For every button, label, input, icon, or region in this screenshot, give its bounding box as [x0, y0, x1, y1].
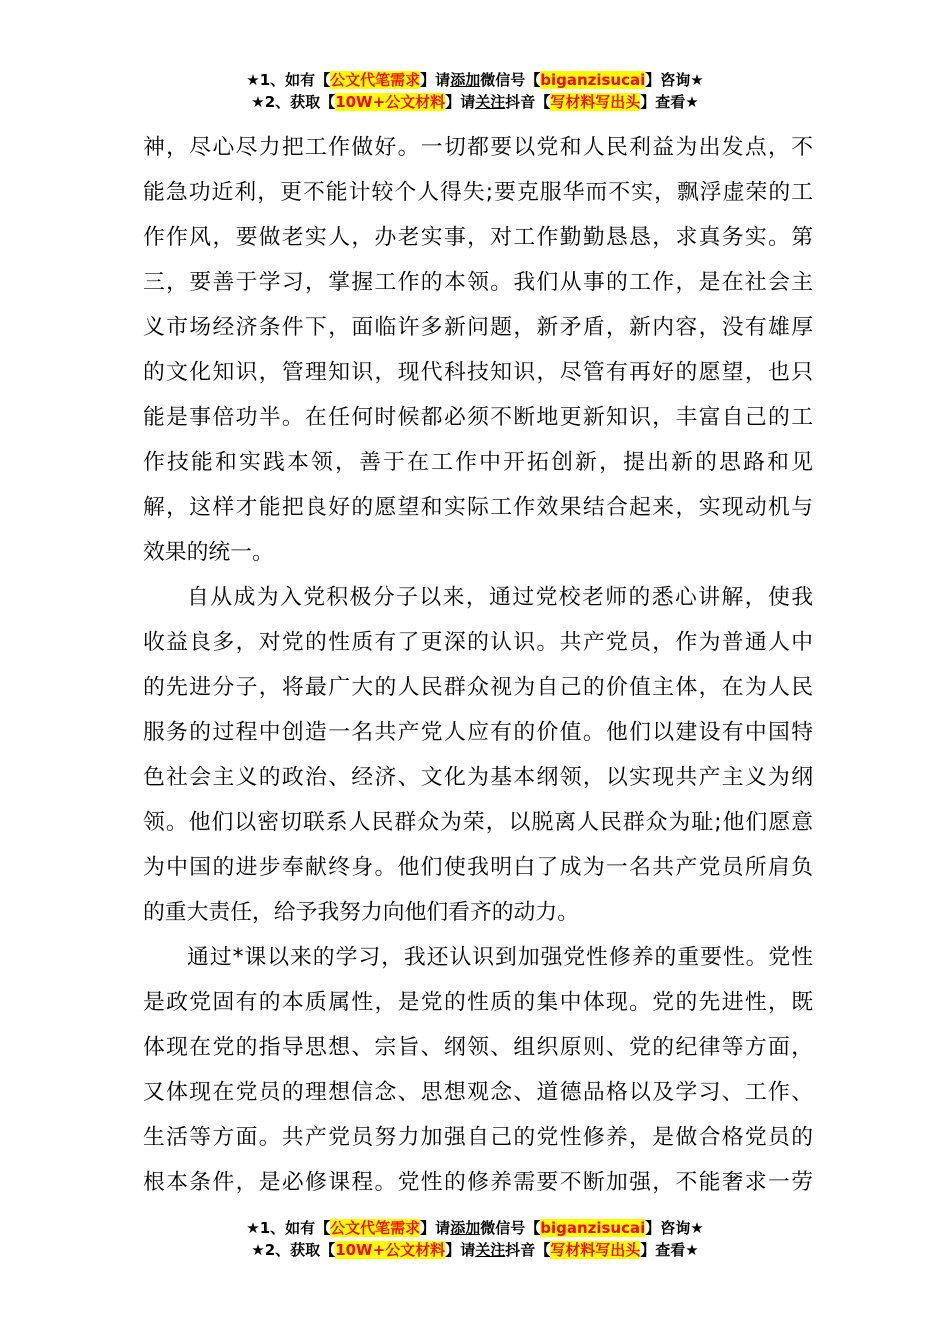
document-body: [143, 125, 813, 1205]
banner-text: 抖音【: [505, 1241, 551, 1259]
banner-text: ★2、获取【: [251, 93, 336, 111]
banner-text: 微信号【: [480, 1219, 541, 1237]
banner-highlight: biganzisucai: [540, 71, 646, 89]
banner-highlight: 写材料写出头: [550, 1241, 641, 1259]
text-line: 神，尽心尽力把工作做好。一切都要以党和人民利益为出发点，不: [143, 135, 813, 160]
banner-line-1: [0, 69, 950, 91]
text-line: 义市场经济条件下，面临许多新问题，新矛盾，新内容，没有雄厚: [143, 315, 813, 340]
banner-line-2: [0, 1239, 950, 1261]
banner-underline: 添加: [450, 1219, 481, 1237]
text-line: 为中国的进步奉献终身。他们使我明白了成为一名共产党员所肩负: [143, 855, 813, 880]
text-line: 的先进分子，将最广大的人民群众视为自己的价值主体，在为人民: [143, 675, 813, 700]
text-line: 的文化知识，管理知识，现代科技知识，尽管有再好的愿望，也只: [143, 360, 813, 385]
text-line: 自从成为入党积极分子以来，通过党校老师的悉心讲解，使我: [187, 585, 813, 610]
text-line: 服务的过程中创造一名共产党人应有的价值。他们以建设有中国特: [143, 720, 813, 745]
text-line: 的重大责任，给予我努力向他们看齐的动力。: [143, 900, 579, 925]
banner-highlight: biganzisucai: [540, 1219, 646, 1237]
text-line: 作作风，要做老实人，办老实事，对工作勤勤恳恳，求真务实。第: [143, 225, 813, 250]
text-line: 三，要善于学习，掌握工作的本领。我们从事的工作，是在社会主: [143, 270, 813, 295]
banner-text: 】查看★: [640, 93, 699, 111]
banner-text: 】请: [445, 1241, 476, 1259]
text-line: 效果的统一。: [143, 540, 274, 565]
text-line: 通过*课以来的学习，我还认识到加强党性修养的重要性。党性: [187, 945, 813, 970]
banner-highlight: 写材料写出头: [550, 93, 641, 111]
text-line: 能是事倍功半。在任何时候都必须不断地更新知识，丰富自己的工: [143, 405, 813, 430]
banner-line-2: [0, 91, 950, 113]
banner-line-1: [0, 1217, 950, 1239]
banner-text: 抖音【: [505, 93, 551, 111]
text-line: 体现在党的指导思想、宗旨、纲领、组织原则、党的纪律等方面，: [143, 1035, 813, 1060]
footer-banner: [0, 1217, 950, 1261]
banner-text: 】咨询★: [645, 1219, 704, 1237]
text-line: 领。他们以密切联系人民群众为荣，以脱离人民群众为耻;他们愿意: [143, 810, 813, 835]
banner-text: ★1、如有【: [246, 71, 331, 89]
text-line: 能急功近利，更不能计较个人得失;要克服华而不实，飘浮虚荣的工: [143, 180, 813, 205]
text-line: 根本条件，是必修课程。党性的修养需要不断加强，不能奢求一劳: [143, 1170, 813, 1195]
text-line: 又体现在党员的理想信念、思想观念、道德品格以及学习、工作、: [143, 1080, 813, 1105]
banner-text: 】请: [445, 93, 476, 111]
banner-text: 微信号【: [480, 71, 541, 89]
banner-text: ★1、如有【: [246, 1219, 331, 1237]
text-line: 色社会主义的政治、经济、文化为基本纲领，以实现共产主义为纲: [143, 765, 813, 790]
paragraph: [143, 125, 813, 575]
banner-highlight: 10W+公文材料: [335, 1241, 446, 1259]
banner-underline: 添加: [450, 71, 481, 89]
text-line: 作技能和实践本领，善于在工作中开拓创新，提出新的思路和见: [143, 450, 813, 475]
text-line: 收益良多，对党的性质有了更深的认识。共产党员，作为普通人中: [143, 630, 813, 655]
banner-text: 】查看★: [640, 1241, 699, 1259]
banner-text: 】请: [420, 1219, 451, 1237]
paragraph: [143, 935, 813, 1205]
banner-underline: 关注: [475, 1241, 506, 1259]
banner-text: ★2、获取【: [251, 1241, 336, 1259]
text-line: 是政党固有的本质属性，是党的性质的集中体现。党的先进性，既: [143, 990, 813, 1015]
banner-highlight: 公文代笔需求: [330, 1219, 421, 1237]
banner-highlight: 公文代笔需求: [330, 71, 421, 89]
paragraph: [143, 575, 813, 935]
banner-underline: 关注: [475, 93, 506, 111]
banner-highlight: 10W+公文材料: [335, 93, 446, 111]
banner-text: 】请: [420, 71, 451, 89]
text-line: 解，这样才能把良好的愿望和实际工作效果结合起来，实现动机与: [143, 495, 813, 520]
header-banner: [0, 69, 950, 113]
banner-text: 】咨询★: [645, 71, 704, 89]
text-line: 生活等方面。共产党员努力加强自己的党性修养，是做合格党员的: [143, 1125, 813, 1150]
